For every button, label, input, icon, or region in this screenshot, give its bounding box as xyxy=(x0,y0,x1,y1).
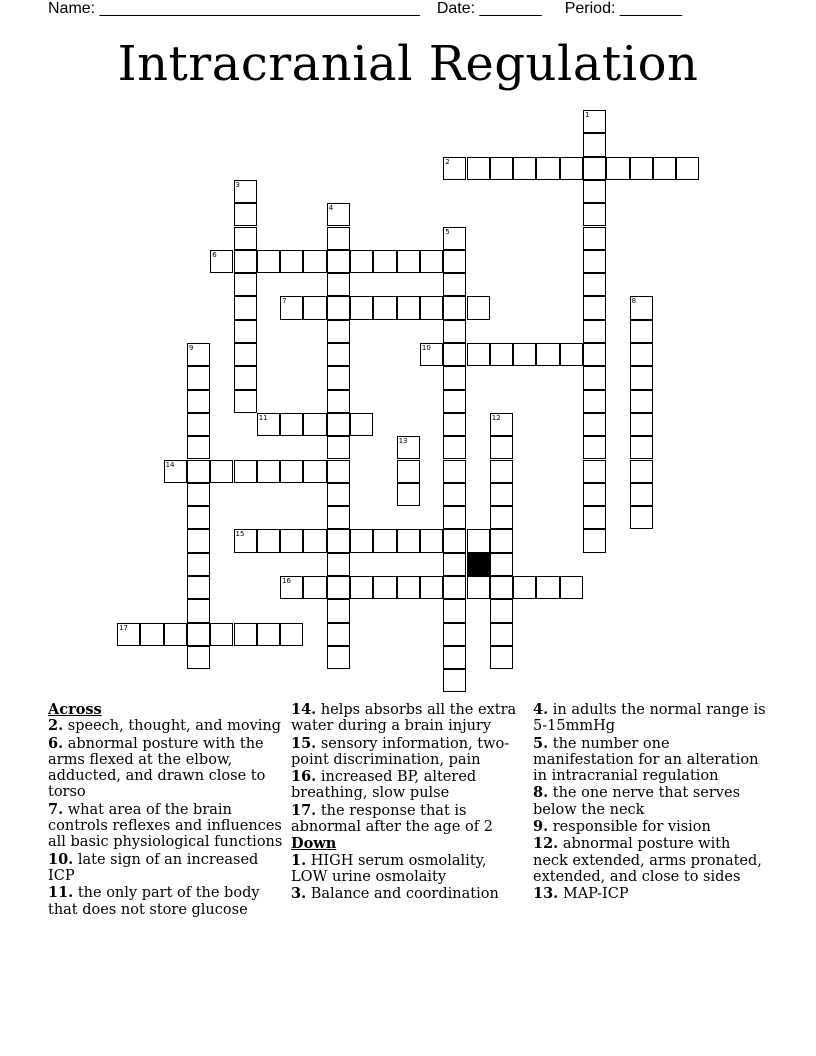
grid-cell[interactable] xyxy=(420,250,443,273)
grid-cell[interactable] xyxy=(443,273,466,296)
grid-cell[interactable] xyxy=(187,413,210,436)
clues-column-2 xyxy=(291,702,527,904)
grid-cell[interactable] xyxy=(350,529,373,552)
grid-cell[interactable] xyxy=(443,506,466,529)
clue-number: 14. xyxy=(291,701,317,718)
cell-number: 4 xyxy=(328,204,334,213)
grid-cell[interactable] xyxy=(327,646,350,669)
grid-cell[interactable] xyxy=(303,413,326,436)
cell-number: 10 xyxy=(421,344,431,352)
grid-cell[interactable] xyxy=(630,460,653,483)
clue-text: MAP-ICP xyxy=(562,886,629,903)
grid-cell[interactable] xyxy=(303,460,326,483)
name-field-label: Name: ____________________________________ xyxy=(48,0,420,17)
grid-cell[interactable] xyxy=(234,296,257,319)
grid-cell[interactable] xyxy=(513,343,536,366)
grid-cell[interactable] xyxy=(303,576,326,599)
clue-text: the number one manifestation for an alteration in intracranial regulation xyxy=(533,735,759,785)
grid-cell[interactable] xyxy=(257,460,280,483)
clue-number: 10. xyxy=(48,850,74,868)
grid-cell[interactable] xyxy=(303,250,326,273)
clue-text: speech, thought, and moving xyxy=(67,718,282,735)
grid-cell[interactable] xyxy=(397,460,420,483)
clue-item xyxy=(533,886,769,902)
grid-cell[interactable] xyxy=(164,623,187,646)
grid-cell[interactable] xyxy=(234,273,257,296)
grid-cell[interactable] xyxy=(443,599,466,622)
clue-number: 17. xyxy=(291,801,317,819)
clue-text: late sign of an increased ICP xyxy=(48,851,259,884)
clue-text: the response that is abnormal after the age of 2 xyxy=(291,802,493,836)
grid-cell[interactable] xyxy=(560,576,583,599)
clue-number: 3. xyxy=(291,885,307,903)
grid-cell[interactable] xyxy=(583,460,606,483)
grid-cell[interactable] xyxy=(583,413,606,436)
clue-text: what area of the brain controls reflexes and influences all basic physiological functions xyxy=(48,801,283,851)
grid-cell[interactable] xyxy=(583,366,606,389)
grid-cell[interactable] xyxy=(490,553,513,576)
grid-cell[interactable] xyxy=(210,250,233,273)
grid-cell[interactable] xyxy=(373,250,396,273)
grid-cell[interactable] xyxy=(443,483,466,506)
grid-cell[interactable] xyxy=(653,157,676,180)
grid-cell[interactable] xyxy=(397,250,420,273)
grid-cell[interactable] xyxy=(583,273,606,296)
clue-text: the only part of the body that does not store glucose xyxy=(48,885,260,918)
grid-cell[interactable] xyxy=(234,390,257,413)
grid-cell[interactable] xyxy=(490,623,513,646)
date-field-label: Date: _______ xyxy=(436,0,542,17)
grid-cell[interactable] xyxy=(234,250,257,273)
grid-cell[interactable] xyxy=(583,133,606,156)
clue-number: 16. xyxy=(291,768,317,786)
grid-cell[interactable] xyxy=(583,180,606,203)
clue-number: 15. xyxy=(291,734,317,752)
cell-number: 16 xyxy=(282,577,292,585)
clue-number: 13. xyxy=(533,885,559,903)
grid-cell[interactable] xyxy=(443,436,466,459)
grid-cell[interactable] xyxy=(630,390,653,413)
clue-number: 1. xyxy=(291,851,307,869)
grid-cell[interactable] xyxy=(187,553,210,576)
grid-cell[interactable] xyxy=(443,227,466,250)
grid-cell[interactable] xyxy=(327,506,350,529)
grid-cell[interactable] xyxy=(280,576,303,599)
clue-number: 5. xyxy=(533,734,549,752)
grid-cell[interactable] xyxy=(583,390,606,413)
clue-number: 12. xyxy=(533,835,559,853)
grid-cell[interactable] xyxy=(467,343,490,366)
grid-cell[interactable] xyxy=(327,483,350,506)
clue-text: sensory information, two-point discrimination, pain xyxy=(291,735,510,768)
grid-cell[interactable] xyxy=(490,599,513,622)
grid-cell[interactable] xyxy=(490,483,513,506)
grid-cell[interactable] xyxy=(443,320,466,343)
grid-cell[interactable] xyxy=(257,250,280,273)
grid-cell[interactable] xyxy=(630,413,653,436)
grid-cell[interactable] xyxy=(443,623,466,646)
grid-cell[interactable] xyxy=(467,576,490,599)
grid-cell[interactable] xyxy=(583,436,606,459)
down-clue-list xyxy=(291,853,527,903)
grid-cell[interactable] xyxy=(327,436,350,459)
clue-text: helps absorbs all the extra water during a brain injury xyxy=(291,702,517,735)
grid-cell[interactable] xyxy=(443,366,466,389)
grid-cell[interactable] xyxy=(397,483,420,506)
grid-cell[interactable] xyxy=(583,343,606,366)
grid-cell[interactable] xyxy=(234,366,257,389)
grid-cell[interactable] xyxy=(467,529,490,552)
cell-number: 11 xyxy=(258,413,268,422)
grid-cell[interactable] xyxy=(187,623,210,646)
cell-number: 15 xyxy=(235,530,245,539)
across-clue-list xyxy=(48,718,284,918)
grid-cell[interactable] xyxy=(303,296,326,319)
grid-cell[interactable] xyxy=(443,460,466,483)
down-clue-list-continued xyxy=(533,702,769,903)
grid-cell[interactable] xyxy=(257,413,280,436)
grid-cell[interactable] xyxy=(630,320,653,343)
grid-cell[interactable] xyxy=(280,296,303,319)
grid-cell[interactable] xyxy=(187,343,210,366)
grid-cell[interactable] xyxy=(676,157,699,180)
grid-cell[interactable] xyxy=(280,460,303,483)
grid-cell[interactable] xyxy=(234,529,257,552)
grid-cell[interactable] xyxy=(187,529,210,552)
grid-cell[interactable] xyxy=(443,646,466,669)
grid-cell[interactable] xyxy=(397,529,420,552)
grid-cell[interactable] xyxy=(140,623,163,646)
grid-cell[interactable] xyxy=(443,576,466,599)
grid-cell[interactable] xyxy=(373,529,396,552)
grid-cell[interactable] xyxy=(187,483,210,506)
clue-number: 11. xyxy=(48,884,74,902)
clue-item xyxy=(48,885,284,918)
grid-cell[interactable] xyxy=(443,157,466,180)
grid-cell[interactable] xyxy=(490,157,513,180)
grid-cell[interactable] xyxy=(350,576,373,599)
cell-number: 17 xyxy=(119,623,128,632)
grid-cell[interactable] xyxy=(443,553,466,576)
grid-cell[interactable] xyxy=(210,623,233,646)
grid-cell[interactable] xyxy=(327,273,350,296)
grid-cell[interactable] xyxy=(164,460,187,483)
clue-text: abnormal posture with the arms flexed at the elbow, adducted, and drawn close to torso xyxy=(48,735,266,801)
grid-cell[interactable] xyxy=(513,576,536,599)
clue-item xyxy=(533,836,769,885)
grid-cell[interactable] xyxy=(373,576,396,599)
clue-number: 6. xyxy=(48,734,64,752)
grid-cell[interactable] xyxy=(187,366,210,389)
across-clue-list-continued xyxy=(291,702,527,835)
across-heading: Across xyxy=(48,701,102,718)
grid-cell[interactable] xyxy=(583,203,606,226)
grid-cell-black xyxy=(467,553,490,576)
cell-number: 1 xyxy=(585,111,590,119)
grid-cell[interactable] xyxy=(327,599,350,622)
cell-number: 12 xyxy=(491,413,501,422)
clue-item xyxy=(533,736,769,785)
grid-cell[interactable] xyxy=(490,646,513,669)
page-title: Intracranial Regulation xyxy=(117,36,699,92)
grid-cell[interactable] xyxy=(490,576,513,599)
grid-cell[interactable] xyxy=(583,506,606,529)
grid-cell[interactable] xyxy=(327,320,350,343)
grid-cell[interactable] xyxy=(187,576,210,599)
grid-cell[interactable] xyxy=(280,250,303,273)
grid-cell[interactable] xyxy=(327,366,350,389)
clue-item xyxy=(533,785,769,818)
clue-item xyxy=(291,886,527,902)
cell-number: 2 xyxy=(445,157,450,166)
grid-cell[interactable] xyxy=(303,529,326,552)
cell-number: 8 xyxy=(631,297,637,306)
period-field-label: Period: _______ xyxy=(564,0,683,17)
grid-cell[interactable] xyxy=(234,320,257,343)
clues-column-3 xyxy=(533,702,769,904)
clue-item xyxy=(291,769,527,802)
grid-cell[interactable] xyxy=(583,483,606,506)
cell-number: 13 xyxy=(398,437,408,446)
grid-cell[interactable] xyxy=(257,623,280,646)
grid-cell[interactable] xyxy=(234,180,257,203)
grid-cell[interactable] xyxy=(606,157,629,180)
grid-cell[interactable] xyxy=(327,390,350,413)
grid-cell[interactable] xyxy=(327,623,350,646)
clue-item xyxy=(291,736,527,769)
grid-cell[interactable] xyxy=(187,599,210,622)
clue-item xyxy=(48,718,284,734)
grid-cell[interactable] xyxy=(234,460,257,483)
grid-cell[interactable] xyxy=(583,529,606,552)
grid-cell[interactable] xyxy=(583,250,606,273)
clue-number: 8. xyxy=(533,784,549,802)
clue-text: in adults the normal range is 5-15mmHg xyxy=(533,702,766,735)
clue-number: 4. xyxy=(533,701,549,718)
clue-text: increased BP, altered breathing, slow pulse xyxy=(291,769,477,802)
clue-item xyxy=(48,802,284,851)
clue-number: 9. xyxy=(533,818,549,836)
grid-cell[interactable] xyxy=(490,529,513,552)
clue-item xyxy=(48,852,284,885)
clue-item xyxy=(291,853,527,886)
grid-cell[interactable] xyxy=(210,460,233,483)
grid-cell[interactable] xyxy=(536,576,559,599)
grid-cell[interactable] xyxy=(280,529,303,552)
grid-cell[interactable] xyxy=(187,436,210,459)
grid-cell[interactable] xyxy=(583,227,606,250)
cell-number: 6 xyxy=(212,250,217,259)
grid-cell[interactable] xyxy=(327,296,350,319)
grid-cell[interactable] xyxy=(443,669,466,692)
grid-cell[interactable] xyxy=(280,623,303,646)
clue-text: Balance and coordination xyxy=(310,886,499,903)
grid-cell[interactable] xyxy=(187,460,210,483)
grid-cell[interactable] xyxy=(327,227,350,250)
grid-cell[interactable] xyxy=(536,157,559,180)
grid-cell[interactable] xyxy=(234,623,257,646)
grid-cell[interactable] xyxy=(397,436,420,459)
grid-cell[interactable] xyxy=(630,506,653,529)
grid-cell[interactable] xyxy=(560,157,583,180)
grid-cell[interactable] xyxy=(327,576,350,599)
grid-cell[interactable] xyxy=(630,483,653,506)
grid-cell[interactable] xyxy=(397,296,420,319)
grid-cell[interactable] xyxy=(234,227,257,250)
grid-cell[interactable] xyxy=(583,157,606,180)
clues-column-1 xyxy=(48,702,284,919)
grid-cell[interactable] xyxy=(443,250,466,273)
grid-cell[interactable] xyxy=(630,296,653,319)
grid-cell[interactable] xyxy=(327,529,350,552)
clue-item xyxy=(291,803,527,836)
clue-text: the one nerve that serves below the neck xyxy=(533,785,741,818)
grid-cell[interactable] xyxy=(327,203,350,226)
cell-number: 7 xyxy=(282,297,287,306)
grid-cell[interactable] xyxy=(490,436,513,459)
grid-cell[interactable] xyxy=(490,506,513,529)
grid-cell[interactable] xyxy=(373,296,396,319)
grid-cell[interactable] xyxy=(420,576,443,599)
grid-cell[interactable] xyxy=(187,506,210,529)
grid-cell[interactable] xyxy=(630,157,653,180)
cell-number: 5 xyxy=(445,227,450,236)
grid-cell[interactable] xyxy=(630,436,653,459)
grid-cell[interactable] xyxy=(420,296,443,319)
grid-cell[interactable] xyxy=(630,343,653,366)
grid-cell[interactable] xyxy=(560,343,583,366)
clue-item xyxy=(48,736,284,801)
grid-cell[interactable] xyxy=(443,413,466,436)
cell-number: 3 xyxy=(235,180,240,189)
grid-cell[interactable] xyxy=(583,296,606,319)
down-heading: Down xyxy=(291,835,337,853)
grid-cell[interactable] xyxy=(630,366,653,389)
grid-cell[interactable] xyxy=(420,529,443,552)
grid-cell[interactable] xyxy=(443,529,466,552)
clue-text: responsible for vision xyxy=(552,819,711,836)
grid-cell[interactable] xyxy=(327,460,350,483)
grid-cell[interactable] xyxy=(583,110,606,133)
grid-cell[interactable] xyxy=(234,203,257,226)
grid-cell[interactable] xyxy=(467,157,490,180)
cell-number: 9 xyxy=(188,344,194,352)
grid-cell[interactable] xyxy=(443,390,466,413)
grid-cell[interactable] xyxy=(583,320,606,343)
grid-cell[interactable] xyxy=(490,343,513,366)
clue-item xyxy=(291,702,527,735)
clue-text: HIGH serum osmolality, LOW urine osmolaity xyxy=(291,852,487,885)
grid-cell[interactable] xyxy=(490,460,513,483)
grid-cell[interactable] xyxy=(327,343,350,366)
grid-cell[interactable] xyxy=(327,413,350,436)
clue-item xyxy=(533,702,769,735)
cell-number: 14 xyxy=(165,460,175,469)
grid-cell[interactable] xyxy=(350,250,373,273)
grid-cell[interactable] xyxy=(467,296,490,319)
clue-number: 7. xyxy=(48,800,64,818)
grid-cell[interactable] xyxy=(443,343,466,366)
grid-cell[interactable] xyxy=(234,343,257,366)
grid-cell[interactable] xyxy=(187,646,210,669)
grid-cell[interactable] xyxy=(280,413,303,436)
grid-cell[interactable] xyxy=(327,553,350,576)
grid-cell[interactable] xyxy=(257,529,280,552)
grid-cell[interactable] xyxy=(117,623,140,646)
grid-cell[interactable] xyxy=(397,576,420,599)
grid-cell[interactable] xyxy=(327,250,350,273)
grid-cell[interactable] xyxy=(443,296,466,319)
grid-cell[interactable] xyxy=(187,390,210,413)
grid-cell[interactable] xyxy=(350,296,373,319)
grid-cell[interactable] xyxy=(420,343,443,366)
grid-cell[interactable] xyxy=(350,413,373,436)
clue-number: 2. xyxy=(48,717,64,735)
clue-text: abnormal posture with neck extended, arms pronated, extended, and close to sides xyxy=(533,836,762,885)
clue-item xyxy=(533,819,769,835)
grid-cell[interactable] xyxy=(513,157,536,180)
grid-cell[interactable] xyxy=(490,413,513,436)
grid-cell[interactable] xyxy=(536,343,559,366)
